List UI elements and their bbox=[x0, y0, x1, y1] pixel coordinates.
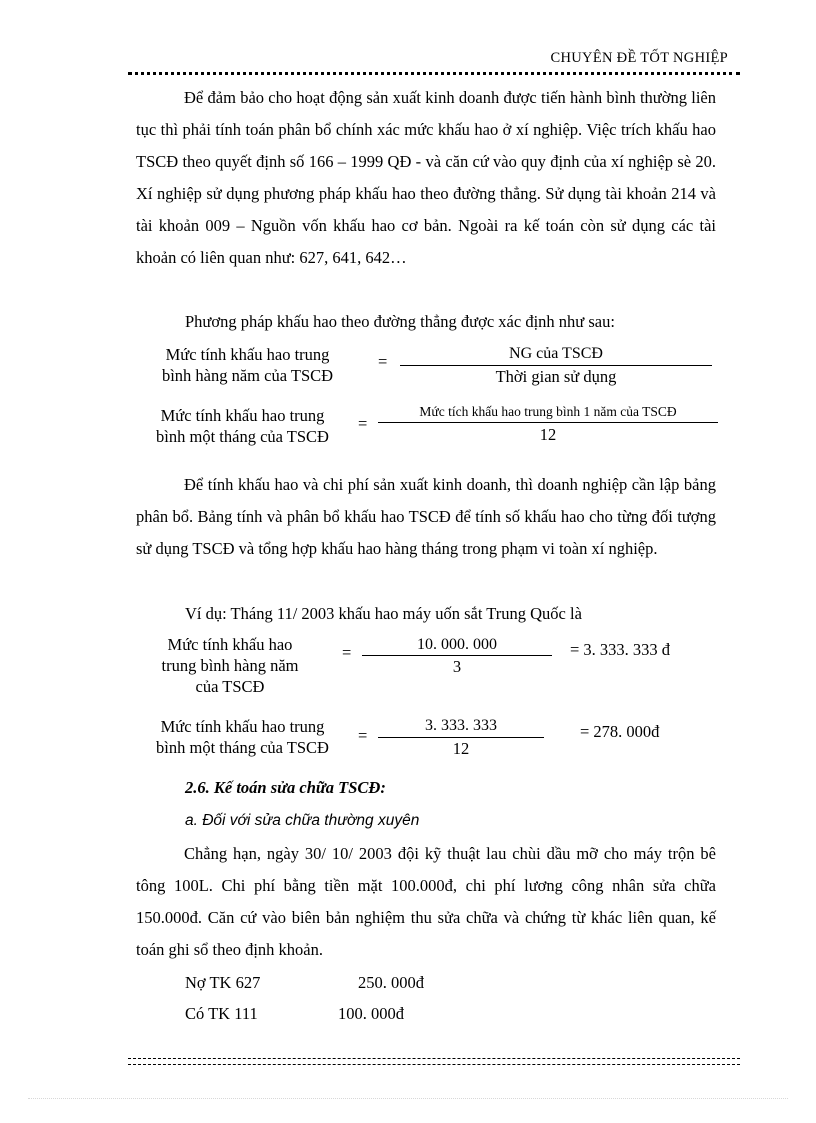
debit-account-label: Nợ TK 627 bbox=[185, 973, 261, 992]
formula-numerator: 10. 000. 000 bbox=[417, 636, 497, 653]
formula-label: Mức tính khấu hao trung bình hàng năm của TSCĐ bbox=[161, 635, 299, 696]
paragraph-depreciation-intro: Để đảm bảo cho hoạt động sản xuất kinh doanh được tiến hành bình thường liên tục thì phải tính toán phân bổ chính xác mức khấu hao ở xí nghiệp. Việc trích khấu hao TSCĐ theo quyết định số 166 – 1999 QĐ - và căn cứ vào quy định của xí nghiệp sè 20. Xí nghiệp sử dụng phương pháp khấu hao theo đường thẳng. Sử dụng tài khoản 214 và tài khoản 009 – Nguồn vốn khấu hao cơ bản. Ngoài ra kế toán còn sử dụng các tài khoản có liên quan như: 627, 641, 642… bbox=[136, 88, 716, 267]
paragraph-method-intro: Phương pháp khấu hao theo đường thẳng được xác định như sau: bbox=[185, 312, 615, 331]
formula-numerator: 3. 333. 333 bbox=[425, 717, 497, 734]
paragraph-example-intro: Ví dụ: Tháng 11/ 2003 khấu hao máy uốn sắt Trung Quốc là bbox=[185, 604, 582, 623]
fraction-bar bbox=[378, 422, 718, 423]
page-edge-dotted-line bbox=[28, 1098, 788, 1099]
formula-denominator: 12 bbox=[452, 739, 470, 758]
fraction-bar bbox=[400, 365, 712, 366]
fraction-bar bbox=[378, 737, 544, 738]
header-dotted-divider bbox=[128, 72, 740, 75]
formula-denominator: 3 bbox=[452, 657, 462, 676]
formula-denominator: 12 bbox=[539, 425, 557, 444]
fraction-bar bbox=[362, 655, 552, 656]
formula-numerator: Mức tích khấu hao trung bình 1 năm của TSCĐ bbox=[419, 404, 677, 419]
credit-amount: 100. 000đ bbox=[338, 1004, 404, 1023]
formula-result: = 3. 333. 333 đ bbox=[570, 640, 671, 659]
equals-sign: = bbox=[358, 726, 368, 745]
document-header-title: CHUYÊN ĐỀ TỐT NGHIỆP bbox=[550, 50, 728, 66]
formula-label: Mức tính khấu hao trung bình hàng năm của TSCĐ bbox=[161, 345, 334, 385]
section-subheading: a. Đối với sửa chữa thường xuyên bbox=[185, 812, 420, 829]
debit-amount: 250. 000đ bbox=[358, 973, 424, 992]
paragraph-allocation-table: Để tính khấu hao và chi phí sản xuất kinh doanh, thì doanh nghiệp cần lập bảng phân bổ. Bảng tính và phân bổ khấu hao TSCĐ để tính số khấu hao cho từng đối tượng sử dụng TSCĐ và tổng hợp khấu hao hàng tháng trong phạm vi toàn xí nghiệp. bbox=[136, 475, 716, 558]
paragraph-repair-example: Chẳng hạn, ngày 30/ 10/ 2003 đội kỹ thuật lau chùi dầu mỡ cho máy trộn bê tông 100L. Chi phí bằng tiền mặt 100.000đ, chi phí lương công nhân sửa chữa 150.000đ. Căn cứ vào biên bản nghiệm thu sửa chữa và chứng từ khác liên quan, kế toán ghi sổ theo định khoản. bbox=[136, 844, 716, 959]
section-heading: 2.6. Kế toán sửa chữa TSCĐ: bbox=[185, 778, 386, 797]
equals-sign: = bbox=[358, 414, 368, 433]
formula-label: Mức tính khấu hao trung bình một tháng của TSCĐ bbox=[156, 717, 329, 757]
equals-sign: = bbox=[342, 643, 352, 662]
formula-numerator: NG của TSCĐ bbox=[509, 345, 603, 362]
formula-label: Mức tính khấu hao trung bình một tháng của TSCĐ bbox=[156, 406, 329, 446]
equals-sign: = bbox=[378, 352, 388, 371]
credit-account-label: Có TK 111 bbox=[185, 1004, 258, 1023]
formula-result: = 278. 000đ bbox=[580, 722, 660, 741]
footer-dashed-divider bbox=[128, 1058, 740, 1065]
formula-denominator: Thời gian sử dụng bbox=[495, 367, 617, 386]
